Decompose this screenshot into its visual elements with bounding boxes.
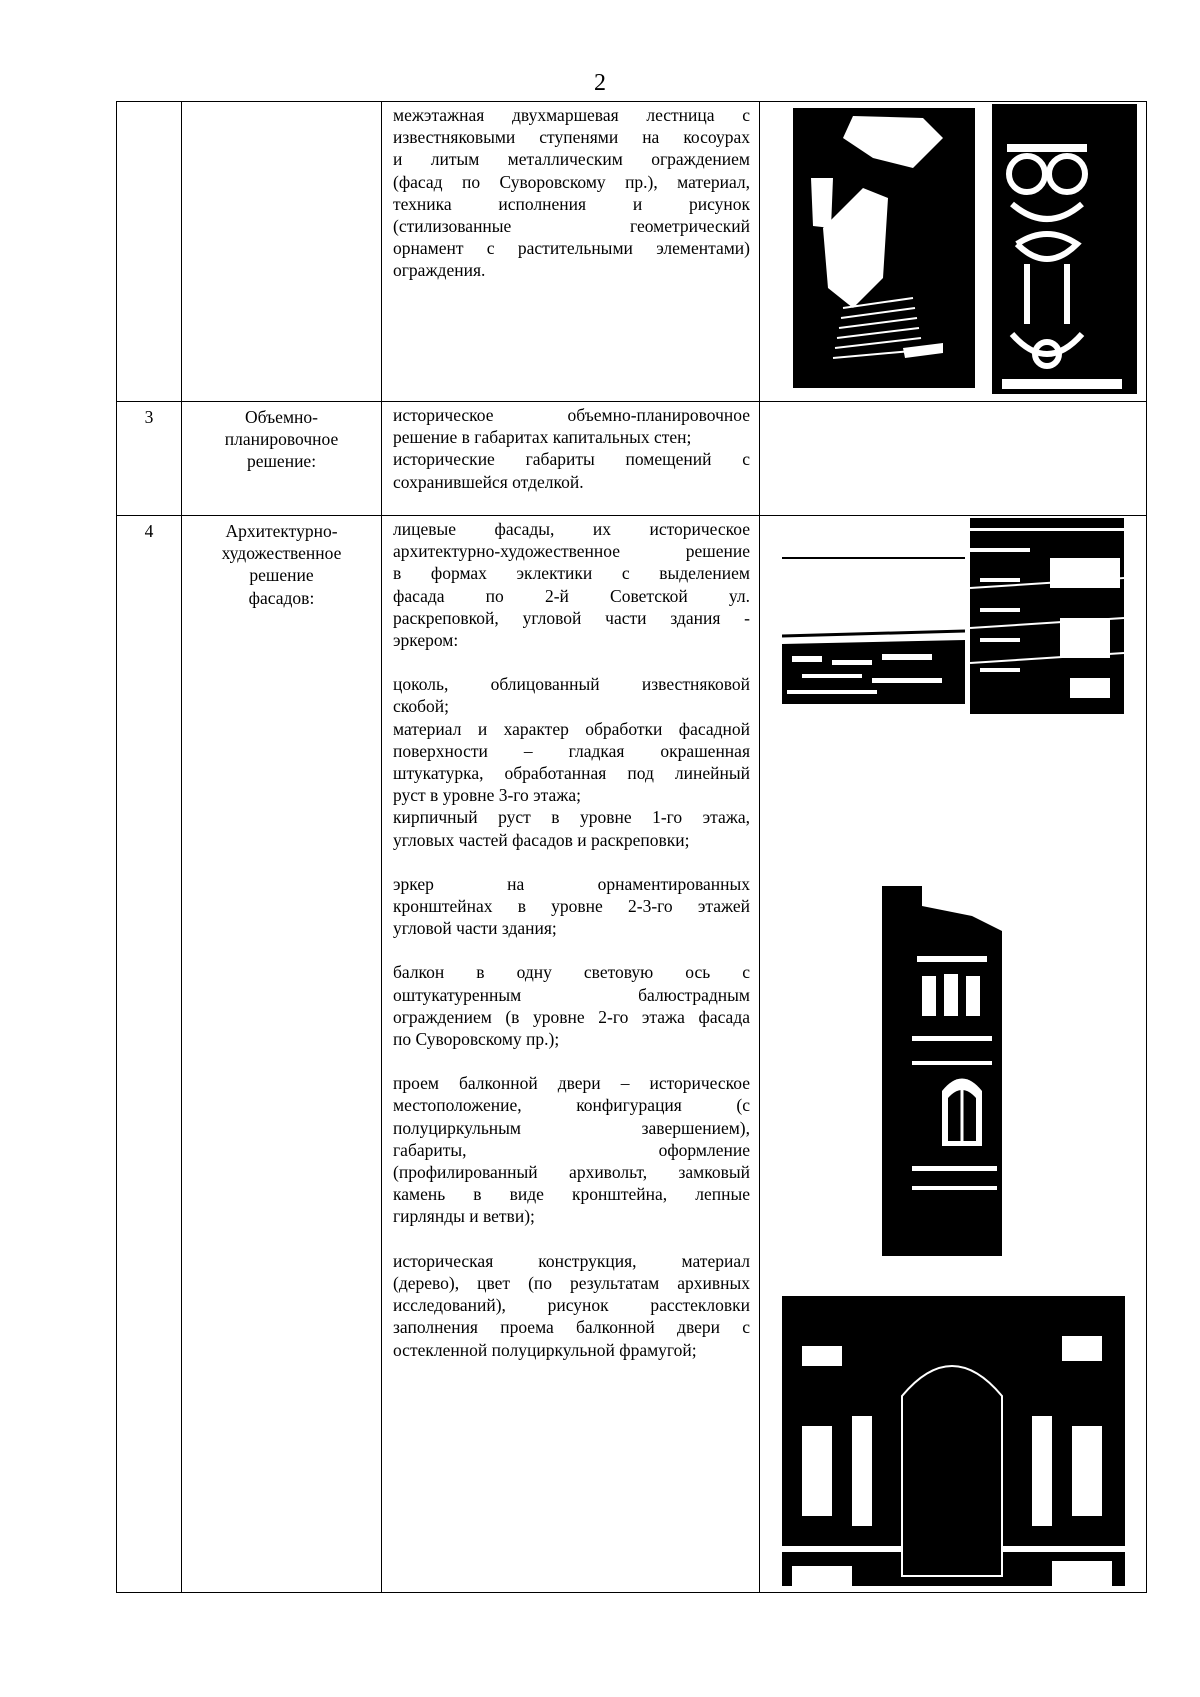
- street-view-photo: [782, 556, 965, 704]
- text-line: скобой;: [393, 696, 450, 717]
- table-row: [117, 516, 1147, 1593]
- text-line: балкон в одну световую ось с: [393, 962, 750, 983]
- row-description-cell: [382, 516, 760, 1593]
- text-line: сохранившейся отделкой.: [393, 471, 584, 492]
- paragraph: [393, 518, 750, 651]
- text-line: архитектурно-художественное решение: [393, 541, 750, 562]
- row-description-cell: [382, 402, 760, 516]
- row-number-cell: 4: [117, 516, 182, 1593]
- row-photo-cell: [760, 516, 1147, 1593]
- text-line: (фасад по Суворовскому пр.), материал,: [393, 171, 750, 192]
- text-line: фасадов:: [248, 587, 315, 608]
- row-photo-cell: [760, 102, 1147, 402]
- table-row: [117, 102, 1147, 402]
- text-line: раскреповкой, угловой части здания -: [393, 607, 750, 628]
- paragraph: [393, 673, 750, 851]
- text-line: лицевые фасады, их историческое: [393, 519, 750, 539]
- text-line: габариты, оформление: [393, 1139, 750, 1160]
- text-line: заполнения проема балконной двери с: [393, 1317, 750, 1338]
- text-line: цоколь, облицованный известняковой: [393, 674, 750, 695]
- text-line: техника исполнения и рисунок: [393, 193, 750, 214]
- row-name-cell: [182, 102, 382, 402]
- text-line: кирпичный руст в уровне 1-го этажа,: [393, 807, 750, 828]
- text-line: руст в уровне 3-го этажа;: [393, 785, 582, 806]
- text-line: известняковыми ступенями на косоурах: [393, 127, 750, 148]
- text-line: эркером:: [393, 630, 459, 651]
- text-line: и литым металлическим ограждением: [393, 149, 750, 170]
- paragraph: [393, 1250, 750, 1361]
- text-line: эркер на орнаментированных: [393, 873, 750, 894]
- balcony-door-photo: [782, 1276, 1125, 1586]
- text-line: художественное: [221, 543, 342, 564]
- row-description-cell: [382, 102, 760, 402]
- text-line: (стилизованные геометрический: [393, 216, 750, 237]
- text-line: решение в габаритах капитальных стен;: [393, 427, 692, 448]
- heritage-table: [116, 101, 1147, 1593]
- text-line: исследований), рисунок расстекловки: [393, 1295, 750, 1316]
- text-line: камень в виде кронштейна, лепные: [393, 1184, 750, 1205]
- text-line: в формах эклектики с выделением: [393, 563, 750, 584]
- text-line: решение: [249, 565, 314, 586]
- paragraph: [393, 104, 750, 282]
- staircase-photo: [793, 108, 975, 388]
- text-line: (дерево), цвет (по результатам архивных: [393, 1272, 750, 1293]
- table-row: [117, 402, 1147, 516]
- railing-ornament-photo: [982, 104, 1137, 394]
- text-line: гирлянды и ветви);: [393, 1206, 535, 1227]
- text-line: поверхности – гладкая окрашенная: [393, 740, 750, 761]
- text-line: оштукатуренным балюстрадным: [393, 984, 750, 1005]
- row-name-cell: [182, 402, 382, 516]
- text-line: фасада по 2-й Советской ул.: [393, 585, 750, 606]
- paragraph: [393, 961, 750, 1050]
- row-photo-cell: [760, 402, 1147, 516]
- text-line: штукатурка, обработанная под линейный: [393, 763, 750, 784]
- text-line: планировочное: [224, 429, 339, 450]
- text-line: угловой части здания;: [393, 918, 557, 939]
- paragraph: [393, 1072, 750, 1227]
- text-line: материал и характер обработки фасадной: [393, 718, 750, 739]
- text-line: исторические габариты помещений с: [393, 449, 750, 470]
- text-line: решение:: [246, 451, 317, 472]
- text-line: кронштейнах в уровне 2-3-го этажей: [393, 896, 750, 917]
- erker-photo: [882, 886, 1027, 1256]
- page-number: 2: [594, 70, 606, 96]
- text-line: проем балконной двери – историческое: [393, 1073, 750, 1094]
- text-line: Архитектурно-: [225, 521, 338, 541]
- paragraph: [393, 404, 750, 493]
- text-line: местоположение, конфигурация (с: [393, 1095, 750, 1116]
- text-line: ограждением (в уровне 2-го этажа фасада: [393, 1006, 750, 1027]
- text-line: остекленной полуциркульной фрамугой;: [393, 1339, 697, 1360]
- text-line: угловых частей фасадов и раскреповки;: [393, 829, 690, 850]
- row-number-cell: 3: [117, 402, 182, 516]
- text-line: историческая конструкция, материал: [393, 1250, 750, 1271]
- text-line: по Суворовскому пр.);: [393, 1029, 560, 1050]
- text-line: (профилированный архивольт, замковый: [393, 1162, 750, 1183]
- text-line: историческое объемно-планировочное: [393, 405, 750, 425]
- text-line: ограждения.: [393, 260, 486, 281]
- text-line: Объемно-: [245, 407, 318, 427]
- paragraph: [393, 873, 750, 940]
- text-line: полуциркульным завершением),: [393, 1117, 750, 1138]
- text-line: межэтажная двухмаршевая лестница с: [393, 105, 750, 125]
- row-name-cell: [182, 516, 382, 1593]
- text-line: орнамент с растительными элементами): [393, 238, 750, 259]
- facade-corner-photo: [970, 518, 1124, 714]
- row-number-cell: [117, 102, 182, 402]
